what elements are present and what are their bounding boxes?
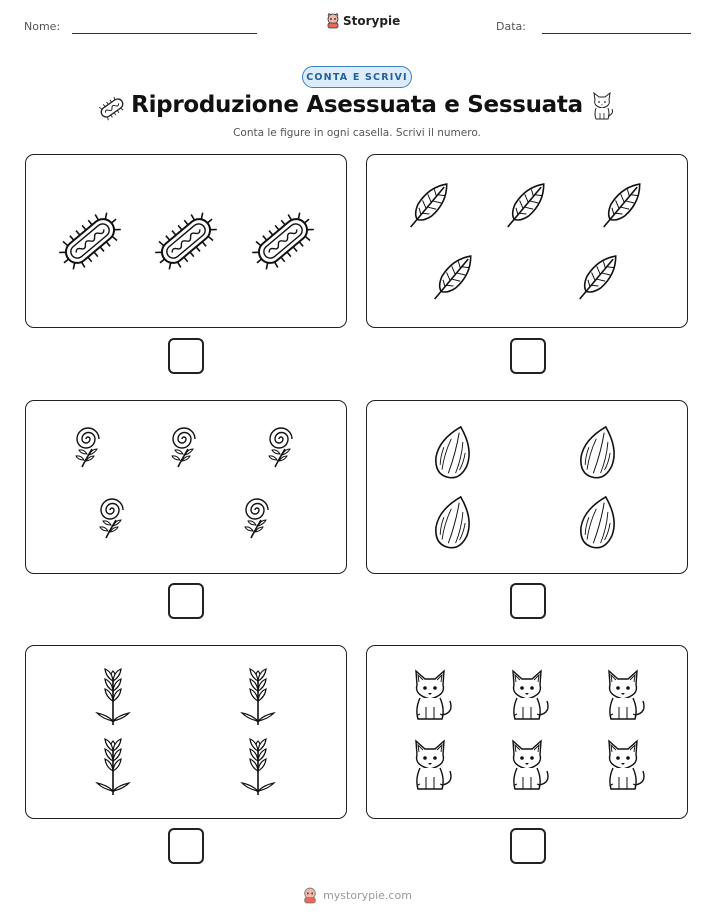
panel-1-figures bbox=[25, 154, 347, 328]
footer-url[interactable]: mystorypie.com bbox=[323, 889, 412, 902]
brand-name: Storypie bbox=[343, 14, 401, 28]
wolf-pup-icon bbox=[513, 671, 548, 719]
fern-fiddlehead-icon bbox=[245, 499, 268, 538]
seed-icon bbox=[577, 423, 622, 482]
brand-logo bbox=[326, 13, 400, 29]
feather-icon bbox=[500, 178, 551, 233]
fern-fiddlehead-icon bbox=[100, 499, 123, 538]
instructions: Conta le figure in ogni casella. Scrivi il numero. bbox=[233, 127, 481, 139]
wheat-icon bbox=[242, 739, 274, 795]
bacterium-icon bbox=[246, 206, 320, 276]
wolf-pup-icon bbox=[609, 741, 644, 789]
panel-4-figures bbox=[366, 400, 688, 574]
wheat-icon bbox=[97, 739, 129, 795]
feather-icon bbox=[403, 178, 454, 233]
panel-5-figures bbox=[25, 645, 347, 819]
panel-6-figures bbox=[366, 645, 688, 819]
wolf-pup-icon bbox=[609, 671, 644, 719]
wolf-pup-icon bbox=[416, 741, 451, 789]
seed-icon bbox=[577, 493, 622, 552]
answer-box-3[interactable] bbox=[168, 583, 204, 619]
date-label: Data: bbox=[496, 20, 526, 33]
answer-box-2[interactable] bbox=[510, 338, 546, 374]
answer-box-5[interactable] bbox=[168, 828, 204, 864]
feather-icon bbox=[572, 250, 623, 305]
answer-box-1[interactable] bbox=[168, 338, 204, 374]
feather-icon bbox=[596, 178, 647, 233]
wolf-pup-icon bbox=[513, 741, 548, 789]
date-line[interactable] bbox=[542, 33, 691, 34]
feather-icon bbox=[427, 250, 478, 305]
panel-2-figures bbox=[366, 154, 688, 328]
page-title: Riproduzione Asessuata e Sessuata bbox=[131, 92, 583, 118]
storypie-mascot-icon bbox=[302, 887, 318, 904]
name-line[interactable] bbox=[72, 33, 257, 34]
seed-icon bbox=[432, 493, 477, 552]
seed-icon bbox=[432, 423, 477, 482]
footer bbox=[0, 887, 714, 904]
answer-box-6[interactable] bbox=[510, 828, 546, 864]
bacterium-icon bbox=[149, 206, 223, 276]
storypie-mascot-icon bbox=[326, 13, 340, 29]
panel-3-figures bbox=[25, 400, 347, 574]
activity-badge: CONTA E SCRIVI bbox=[302, 66, 412, 88]
wheat-icon bbox=[97, 669, 129, 725]
bacterium-icon bbox=[53, 206, 127, 276]
fern-fiddlehead-icon bbox=[172, 428, 195, 467]
wolf-pup-icon bbox=[589, 92, 615, 122]
answer-box-4[interactable] bbox=[510, 583, 546, 619]
wheat-icon bbox=[242, 669, 274, 725]
name-label: Nome: bbox=[24, 20, 61, 33]
wolf-pup-icon bbox=[416, 671, 451, 719]
fern-fiddlehead-icon bbox=[269, 428, 292, 467]
fern-fiddlehead-icon bbox=[76, 428, 99, 467]
